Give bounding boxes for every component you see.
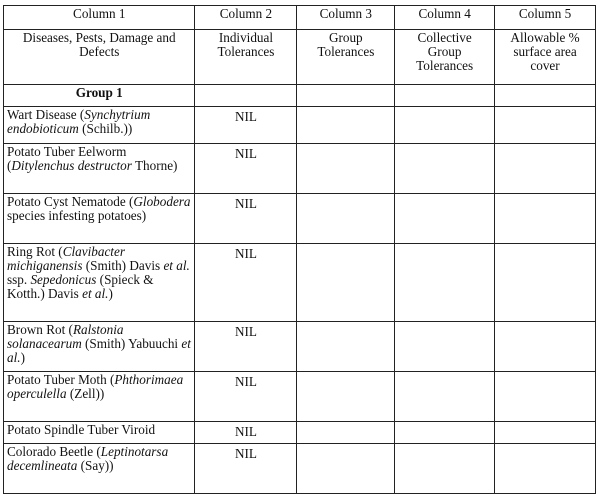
group-cell-2 [195,85,297,107]
individual-tolerance-cell: NIL [195,144,297,194]
collective-tolerance-cell [395,194,495,244]
pest-name-cell [4,322,195,372]
column-3-heading: Column 3 [297,6,395,30]
group-cell-5 [495,85,596,107]
surface-area-cell [495,322,596,372]
collective-tolerance-cell [395,107,495,144]
surface-area-cell [495,107,596,144]
collective-tolerance-cell [395,322,495,372]
table-row [4,244,596,322]
pest-name-text: (Zell)) [66,386,105,401]
scientific-name-text: et al. [82,286,109,301]
pest-name-text: Potato Cyst Nematode ( [7,194,134,209]
scientific-name-text: Synchytrium endobioticum [7,107,151,136]
group-tolerance-cell [297,107,395,144]
table-row [4,372,596,422]
pest-name-cell [4,422,195,444]
group-tolerance-cell [297,444,395,494]
pest-name-text: ) [20,350,25,365]
column-4-heading: Column 4 [395,6,495,30]
scientific-name-text: Ralstonia solanacearum [7,322,124,351]
individual-tolerance-cell: NIL [195,107,297,144]
surface-area-cell [495,244,596,322]
collective-tolerance-cell [395,444,495,494]
pest-name-text: Ring Rot ( [7,244,63,259]
scientific-name-text: Clavibacter michiganensis [7,244,125,273]
collective-tolerance-cell [395,144,495,194]
tolerance-table [3,5,596,494]
pest-name-text: Potato Tuber Eelworm ( [7,144,127,173]
column-number-row [4,6,596,30]
pest-name-text: Colorado Beetle ( [7,444,101,459]
column-5-heading: Column 5 [495,6,596,30]
table-row [4,144,596,194]
pest-name-cell [4,372,195,422]
pest-name-text: (Spieck & Kotth.) Davis [7,272,154,301]
pest-name-text: Potato Tuber Moth ( [7,372,115,387]
scientific-name-text: Globodera [133,194,191,209]
pest-name-text: Brown Rot ( [7,322,73,337]
individual-tolerance-cell: NIL [195,372,297,422]
scientific-name-text: et al. [163,258,190,273]
individual-tolerance-cell: NIL [195,322,297,372]
column-2-heading: Column 2 [195,6,297,30]
scientific-name-text: Phthorimaea operculella [7,372,184,401]
pest-name-text: Potato Spindle Tuber Viroid [7,422,156,437]
column-4-subheading: Collective Group Tolerances [395,30,495,85]
surface-area-cell [495,144,596,194]
group-tolerance-cell [297,244,395,322]
surface-area-cell [495,422,596,444]
individual-tolerance-cell: NIL [195,194,297,244]
surface-area-cell [495,194,596,244]
group-tolerance-cell [297,372,395,422]
pest-name-cell [4,107,195,144]
pest-name-cell [4,244,195,322]
scientific-name-text: Ditylenchus destructor [11,158,132,173]
pest-name-text: ssp. [7,272,31,287]
pest-name-text: (Smith) Yabuuchi [81,336,182,351]
table-row [4,444,596,494]
pest-name-cell [4,194,195,244]
pest-name-text: Wart Disease ( [7,107,85,122]
table-body [4,6,596,494]
scientific-name-text: Leptinotarsa decemlineata [7,444,169,473]
collective-tolerance-cell [395,422,495,444]
table-row [4,322,596,372]
group-cell-3 [297,85,395,107]
surface-area-cell [495,444,596,494]
column-1-heading: Column 1 [4,6,195,30]
collective-tolerance-cell [395,372,495,422]
pest-name-text: (Schilb.)) [78,121,133,136]
scientific-name-text: et al. [7,336,191,365]
pest-name-text: species infesting potatoes) [7,208,147,223]
column-5-subheading: Allowable % surface area cover [495,30,596,85]
pest-name-text: (Smith) Davis [82,258,164,273]
pest-name-text: Thorne) [131,158,178,173]
collective-tolerance-cell [395,244,495,322]
group-row [4,85,596,107]
group-tolerance-cell [297,144,395,194]
column-3-subheading: Group Tolerances [297,30,395,85]
table-row [4,422,596,444]
column-description-row [4,30,596,85]
group-cell-4 [395,85,495,107]
group-tolerance-cell [297,322,395,372]
pest-name-cell [4,444,195,494]
individual-tolerance-cell: NIL [195,244,297,322]
group-tolerance-cell [297,422,395,444]
scientific-name-text: Sepedonicus [30,272,97,287]
group-label: Group 1 [4,85,195,107]
surface-area-cell [495,372,596,422]
individual-tolerance-cell: NIL [195,444,297,494]
pest-name-text: ) [108,286,113,301]
pest-name-cell [4,144,195,194]
individual-tolerance-cell: NIL [195,422,297,444]
table-row [4,194,596,244]
pest-name-text: (Say)) [77,458,114,473]
group-tolerance-cell [297,194,395,244]
column-1-subheading: Diseases, Pests, Damage and Defects [4,30,195,85]
table-row [4,107,596,144]
column-2-subheading: Individual Tolerances [195,30,297,85]
